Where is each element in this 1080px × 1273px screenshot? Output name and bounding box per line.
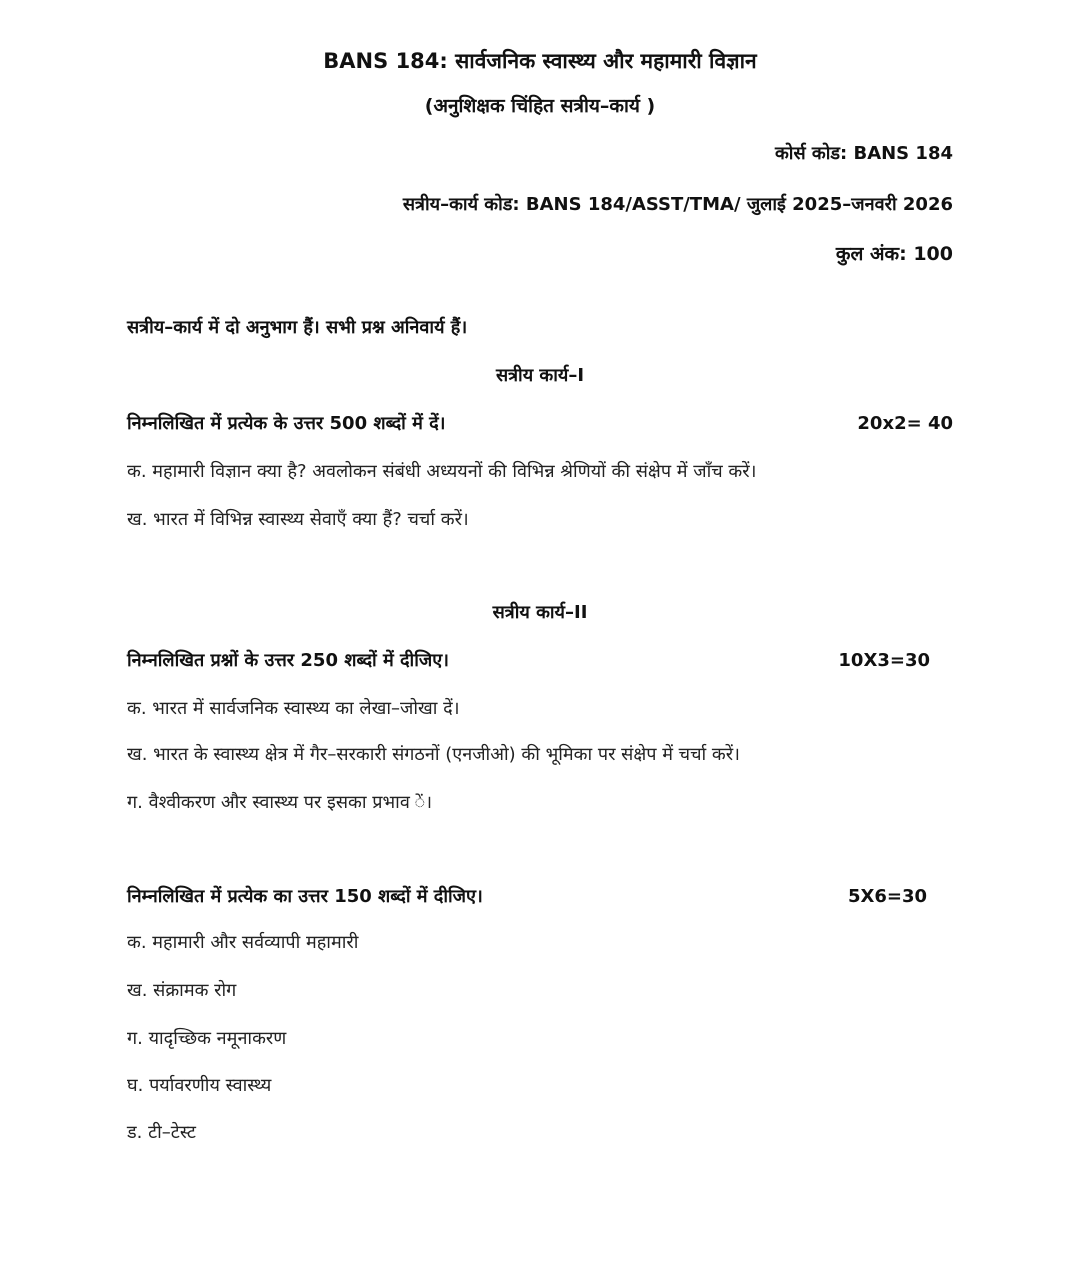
question-3d: घ. पर्यावरणीय स्वास्थ्य <box>127 1075 272 1096</box>
question-1b: ख. भारत में विभिन्न स्वास्थ्य सेवाएँ क्या हैं? चर्चा करें। <box>127 509 469 530</box>
question-2a: क. भारत में सार्वजनिक स्वास्थ्य का लेखा–जोखा दें। <box>127 698 460 719</box>
page-subtitle: (अनुशिक्षक चिंहित सत्रीय–कार्य ) <box>424 95 656 117</box>
course-code: कोर्स कोड: BANS 184 <box>774 143 953 164</box>
question-1a: क. महामारी विज्ञान क्या है? अवलोकन संबंधी अध्ययनों की विभिन्न श्रेणियों की संक्षेप में जाँच करें। <box>127 461 757 482</box>
section-1-title: सत्रीय कार्य–I <box>495 365 585 386</box>
question-3a: क. महामारी और सर्वव्यापी महामारी <box>127 932 359 953</box>
intro-text: सत्रीय–कार्य में दो अनुभाग हैं। सभी प्रश्न अनिवार्य हैं। <box>127 317 468 338</box>
question-2c: ग. वैश्वीकरण और स्वास्थ्य पर इसका प्रभाव ें। <box>127 792 433 813</box>
section-2-part1-instruction: निम्नलिखित प्रश्नों के उत्तर 250 शब्दों में दीजिए। <box>127 650 450 671</box>
total-marks: कुल अंक: 100 <box>835 243 953 265</box>
page-title: BANS 184: सार्वजनिक स्वास्थ्य और महामारी विज्ञान <box>323 49 757 73</box>
question-3b: ख. संक्रामक रोग <box>127 980 237 1001</box>
section-1-marks: 20x2= 40 <box>857 413 953 434</box>
question-2b: ख. भारत के स्वास्थ्य क्षेत्र में गैर–सरकारी संगठनों (एनजीओ) की भूमिका पर संक्षेप में चर्चा करें। <box>127 744 740 765</box>
section-2-part2-instruction: निम्नलिखित में प्रत्येक का उत्तर 150 शब्दों में दीजिए। <box>127 886 483 907</box>
section-2-title: सत्रीय कार्य–II <box>492 602 588 623</box>
question-3e: ड. टी–टेस्ट <box>127 1122 196 1143</box>
question-3c: ग. यादृच्छिक नमूनाकरण <box>127 1028 287 1049</box>
section-2-part1-marks: 10X3=30 <box>838 650 930 671</box>
assignment-code: सत्रीय–कार्य कोड: BANS 184/ASST/TMA/ जुलाई 2025–जनवरी 2026 <box>402 194 953 215</box>
section-1-instruction: निम्नलिखित में प्रत्येक के उत्तर 500 शब्दों में दें। <box>127 413 446 434</box>
section-2-part2-marks: 5X6=30 <box>847 886 927 907</box>
